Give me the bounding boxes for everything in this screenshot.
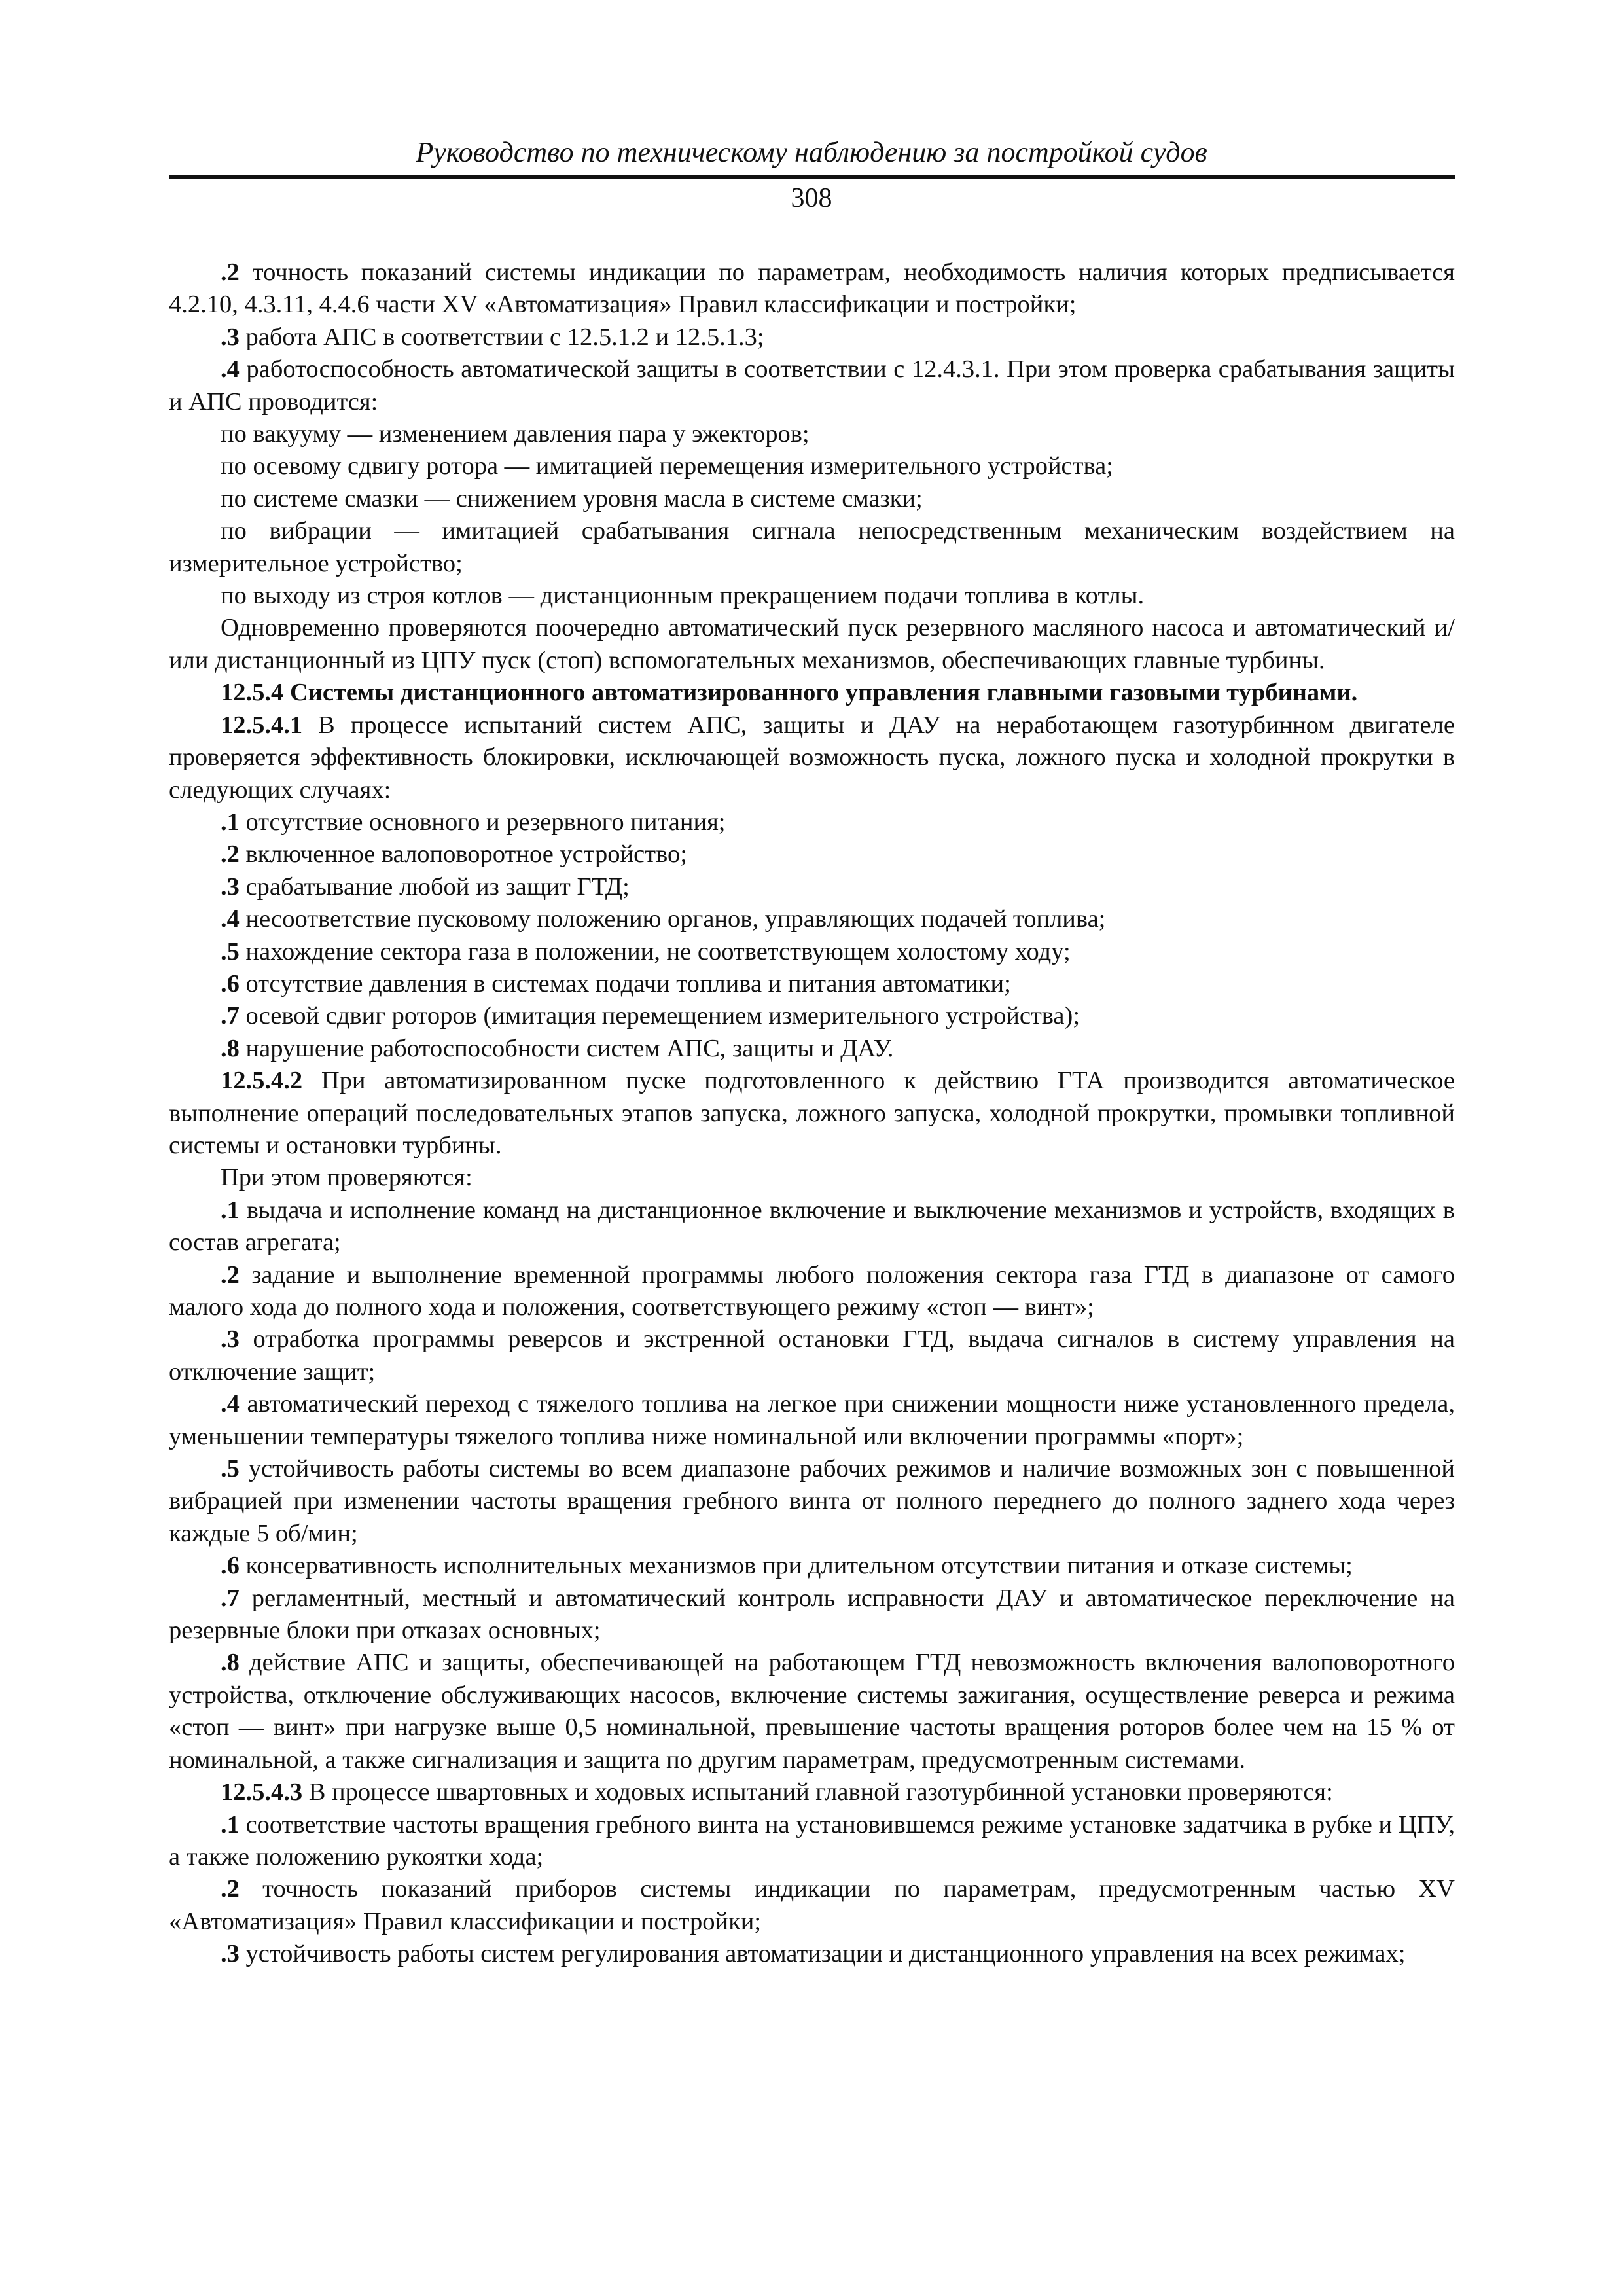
item-number: 12.5.4.2 (221, 1067, 303, 1095)
paragraph (169, 257, 1455, 321)
paragraph-text: действие АПС и защиты, обеспечивающей на работающем ГТД невозможность включения валоповоротного устройства, отключение обслуживающих насосов, включение системы зажигания, осуществление реверса и режима «стоп — винт» при нагрузке выше 0,5 номинальной, превышение частоты вращения роторов более чем на 15 % от номинальной, а также сигнализация и защита по другим параметрам, предусмотренным системами. (169, 1649, 1455, 1774)
paragraph-text: задание и выполнение временной программы любого положения сектора газа ГТД в диапазоне от самого малого хода до полного хода и положения, соответствующего режиму «стоп — винт»; (169, 1261, 1455, 1321)
list-item (169, 1583, 1455, 1647)
list-item (169, 871, 1455, 903)
item-number: .6 (221, 969, 240, 997)
paragraph (169, 709, 1455, 806)
item-number: .8 (221, 1034, 240, 1062)
paragraph-text: срабатывание любой из защит ГТД; (239, 872, 630, 901)
header-rule (169, 175, 1455, 179)
list-item (169, 1809, 1455, 1874)
paragraph-text: точность показаний приборов системы индикации по параметрам, предусмотренным частью XV «Автоматизация» Правил классификации и постройки; (169, 1875, 1455, 1935)
item-number: .7 (221, 1584, 240, 1612)
paragraph (169, 450, 1455, 482)
item-number: .5 (221, 1455, 240, 1483)
item-number: .6 (221, 1552, 240, 1580)
item-number: .2 (221, 259, 240, 286)
paragraph-text: нарушение работоспособности систем АПС, защиты и ДАУ. (239, 1034, 894, 1062)
item-number: .1 (221, 1196, 240, 1224)
paragraph-text: отсутствие давления в системах подачи топлива и питания автоматики; (239, 969, 1011, 997)
paragraph-text: отработка программы реверсов и экстренной остановки ГТД, выдача сигналов в систему управления на отключение защит; (169, 1325, 1455, 1386)
paragraph-text: В процессе швартовных и ходовых испытаний главной газотурбинной установки проверяются: (302, 1778, 1333, 1806)
paragraph-text: по системе смазки — снижением уровня масла в системе смазки; (221, 484, 923, 512)
paragraph-text: работа АПС в соответствии с 12.5.1.2 и 12.5.1.3; (239, 323, 764, 351)
paragraph (169, 353, 1455, 418)
item-number: .2 (221, 840, 240, 869)
list-item (169, 806, 1455, 838)
paragraph-text: нахождение сектора газа в положении, не соответствующем холостому ходу; (239, 937, 1071, 965)
paragraph (169, 1162, 1455, 1194)
list-item (169, 1388, 1455, 1453)
item-number: .1 (221, 1810, 240, 1839)
list-item (169, 903, 1455, 935)
paragraph-text: Одновременно проверяются поочередно автоматический пуск резервного масляного насоса и автоматический и/или дистанционный из ЦПУ пуск (стоп) вспомогательных механизмов, обеспечивающих главные турбины. (169, 614, 1455, 674)
section-heading (169, 677, 1455, 709)
item-number: 12.5.4.1 (221, 711, 303, 739)
paragraph (169, 1776, 1455, 1808)
list-item (169, 1033, 1455, 1065)
list-item (169, 1873, 1455, 1938)
paragraph-text: включенное валоповоротное устройство; (239, 840, 687, 869)
running-title: Руководство по техническому наблюдению за постройкой судов (416, 136, 1207, 168)
paragraph-text: устойчивость работы систем регулирования автоматизации и дистанционного управления на всех режимах; (239, 1940, 1406, 1968)
paragraph-text: соответствие частоты вращения гребного винта на установившемся режиме установке задатчика в рубке и ЦПУ, а также положению рукоятки хода; (169, 1810, 1455, 1871)
list-item (169, 968, 1455, 1000)
item-number: .7 (221, 1002, 240, 1030)
paragraph-text: по вибрации — имитацией срабатывания сигнала непосредственным механическим воздействием на измерительное устройство; (169, 517, 1455, 577)
item-number: .1 (221, 808, 240, 836)
item-number: .2 (221, 1261, 240, 1289)
list-item (169, 1550, 1455, 1582)
paragraph-text: по вакууму — изменением давления пара у эжекторов; (221, 420, 810, 448)
list-item (169, 838, 1455, 870)
paragraph-text: по осевому сдвигу ротора — имитацией перемещения измерительного устройства; (221, 452, 1113, 480)
list-item (169, 1259, 1455, 1324)
section-heading-text: 12.5.4 Системы дистанционного автоматизированного управления главными газовыми турбинами. (221, 679, 1358, 707)
page-number: 308 (791, 183, 832, 213)
paragraph-text: точность показаний системы индикации по параметрам, необходимость наличия которых предписывается 4.2.10, 4.3.11, 4.4.6 части XV «Автоматизация» Правил классификации и постройки; (169, 259, 1455, 319)
list-item (169, 936, 1455, 968)
item-number: .4 (221, 905, 240, 933)
item-number: .4 (221, 355, 240, 384)
item-number: .3 (221, 872, 240, 901)
item-number: .3 (221, 1325, 240, 1354)
paragraph-text: работоспособность автоматической защиты в соответствии с 12.4.3.1. При этом проверка срабатывания защиты и АПС проводится: (169, 355, 1455, 416)
paragraph-text: регламентный, местный и автоматический контроль исправности ДАУ и автоматическое переключение на резервные блоки при отказах основных; (169, 1584, 1455, 1645)
list-item (169, 1647, 1455, 1776)
item-number: .8 (221, 1649, 240, 1677)
body-text (169, 257, 1455, 1971)
paragraph-text: выдача и исполнение команд на дистанционное включение и выключение механизмов и устройств, входящих в состав агрегата; (169, 1196, 1455, 1257)
paragraph-text: устойчивость работы системы во всем диапазоне рабочих режимов и наличие возможных зон с повышенной вибрацией при изменении частоты вращения гребного винта от полного переднего до полного заднего хода через каждые 5 об/мин; (169, 1455, 1455, 1547)
paragraph (169, 483, 1455, 515)
item-number: .5 (221, 937, 240, 965)
paragraph (169, 1065, 1455, 1162)
paragraph-text: осевой сдвиг роторов (имитация перемещением измерительного устройства); (239, 1002, 1080, 1030)
item-number: .2 (221, 1875, 240, 1903)
list-item (169, 1194, 1455, 1259)
paragraph-text: В процессе испытаний систем АПС, защиты и ДАУ на неработающем газотурбинном двигателе проверяется эффективность блокировки, исключающей возможность пуска, ложного пуска и холодной прокрутки в следующих случаях: (169, 711, 1455, 804)
paragraph (169, 580, 1455, 612)
paragraph (169, 612, 1455, 677)
item-number: .3 (221, 1940, 240, 1968)
paragraph-text: консервативность исполнительных механизмов при длительном отсутствии питания и отказе системы; (239, 1552, 1353, 1580)
paragraph (169, 515, 1455, 580)
list-item (169, 1938, 1455, 1970)
list-item (169, 1453, 1455, 1550)
item-number: 12.5.4.3 (221, 1778, 303, 1806)
item-number: .4 (221, 1390, 240, 1418)
paragraph (169, 321, 1455, 353)
paragraph-text: При автоматизированном пуске подготовленного к действию ГТА производится автоматическое выполнение операций последовательных этапов запуска, ложного запуска, холодной прокрутки, промывки топливной системы и остановки турбины. (169, 1067, 1455, 1159)
list-item (169, 1000, 1455, 1032)
item-number: .3 (221, 323, 240, 351)
paragraph-text: несоответствие пусковому положению органов, управляющих подачей топлива; (239, 905, 1106, 933)
paragraph-text: При этом проверяются: (221, 1164, 473, 1192)
paragraph (169, 418, 1455, 450)
paragraph-text: отсутствие основного и резервного питания; (239, 808, 726, 836)
list-item (169, 1323, 1455, 1388)
paragraph-text: по выходу из строя котлов — дистанционным прекращением подачи топлива в котлы. (221, 582, 1145, 610)
paragraph-text: автоматический переход с тяжелого топлива на легкое при снижении мощности ниже установленного предела, уменьшении температуры тяжелого топлива ниже номинальной или включении программы «порт»; (169, 1390, 1455, 1450)
